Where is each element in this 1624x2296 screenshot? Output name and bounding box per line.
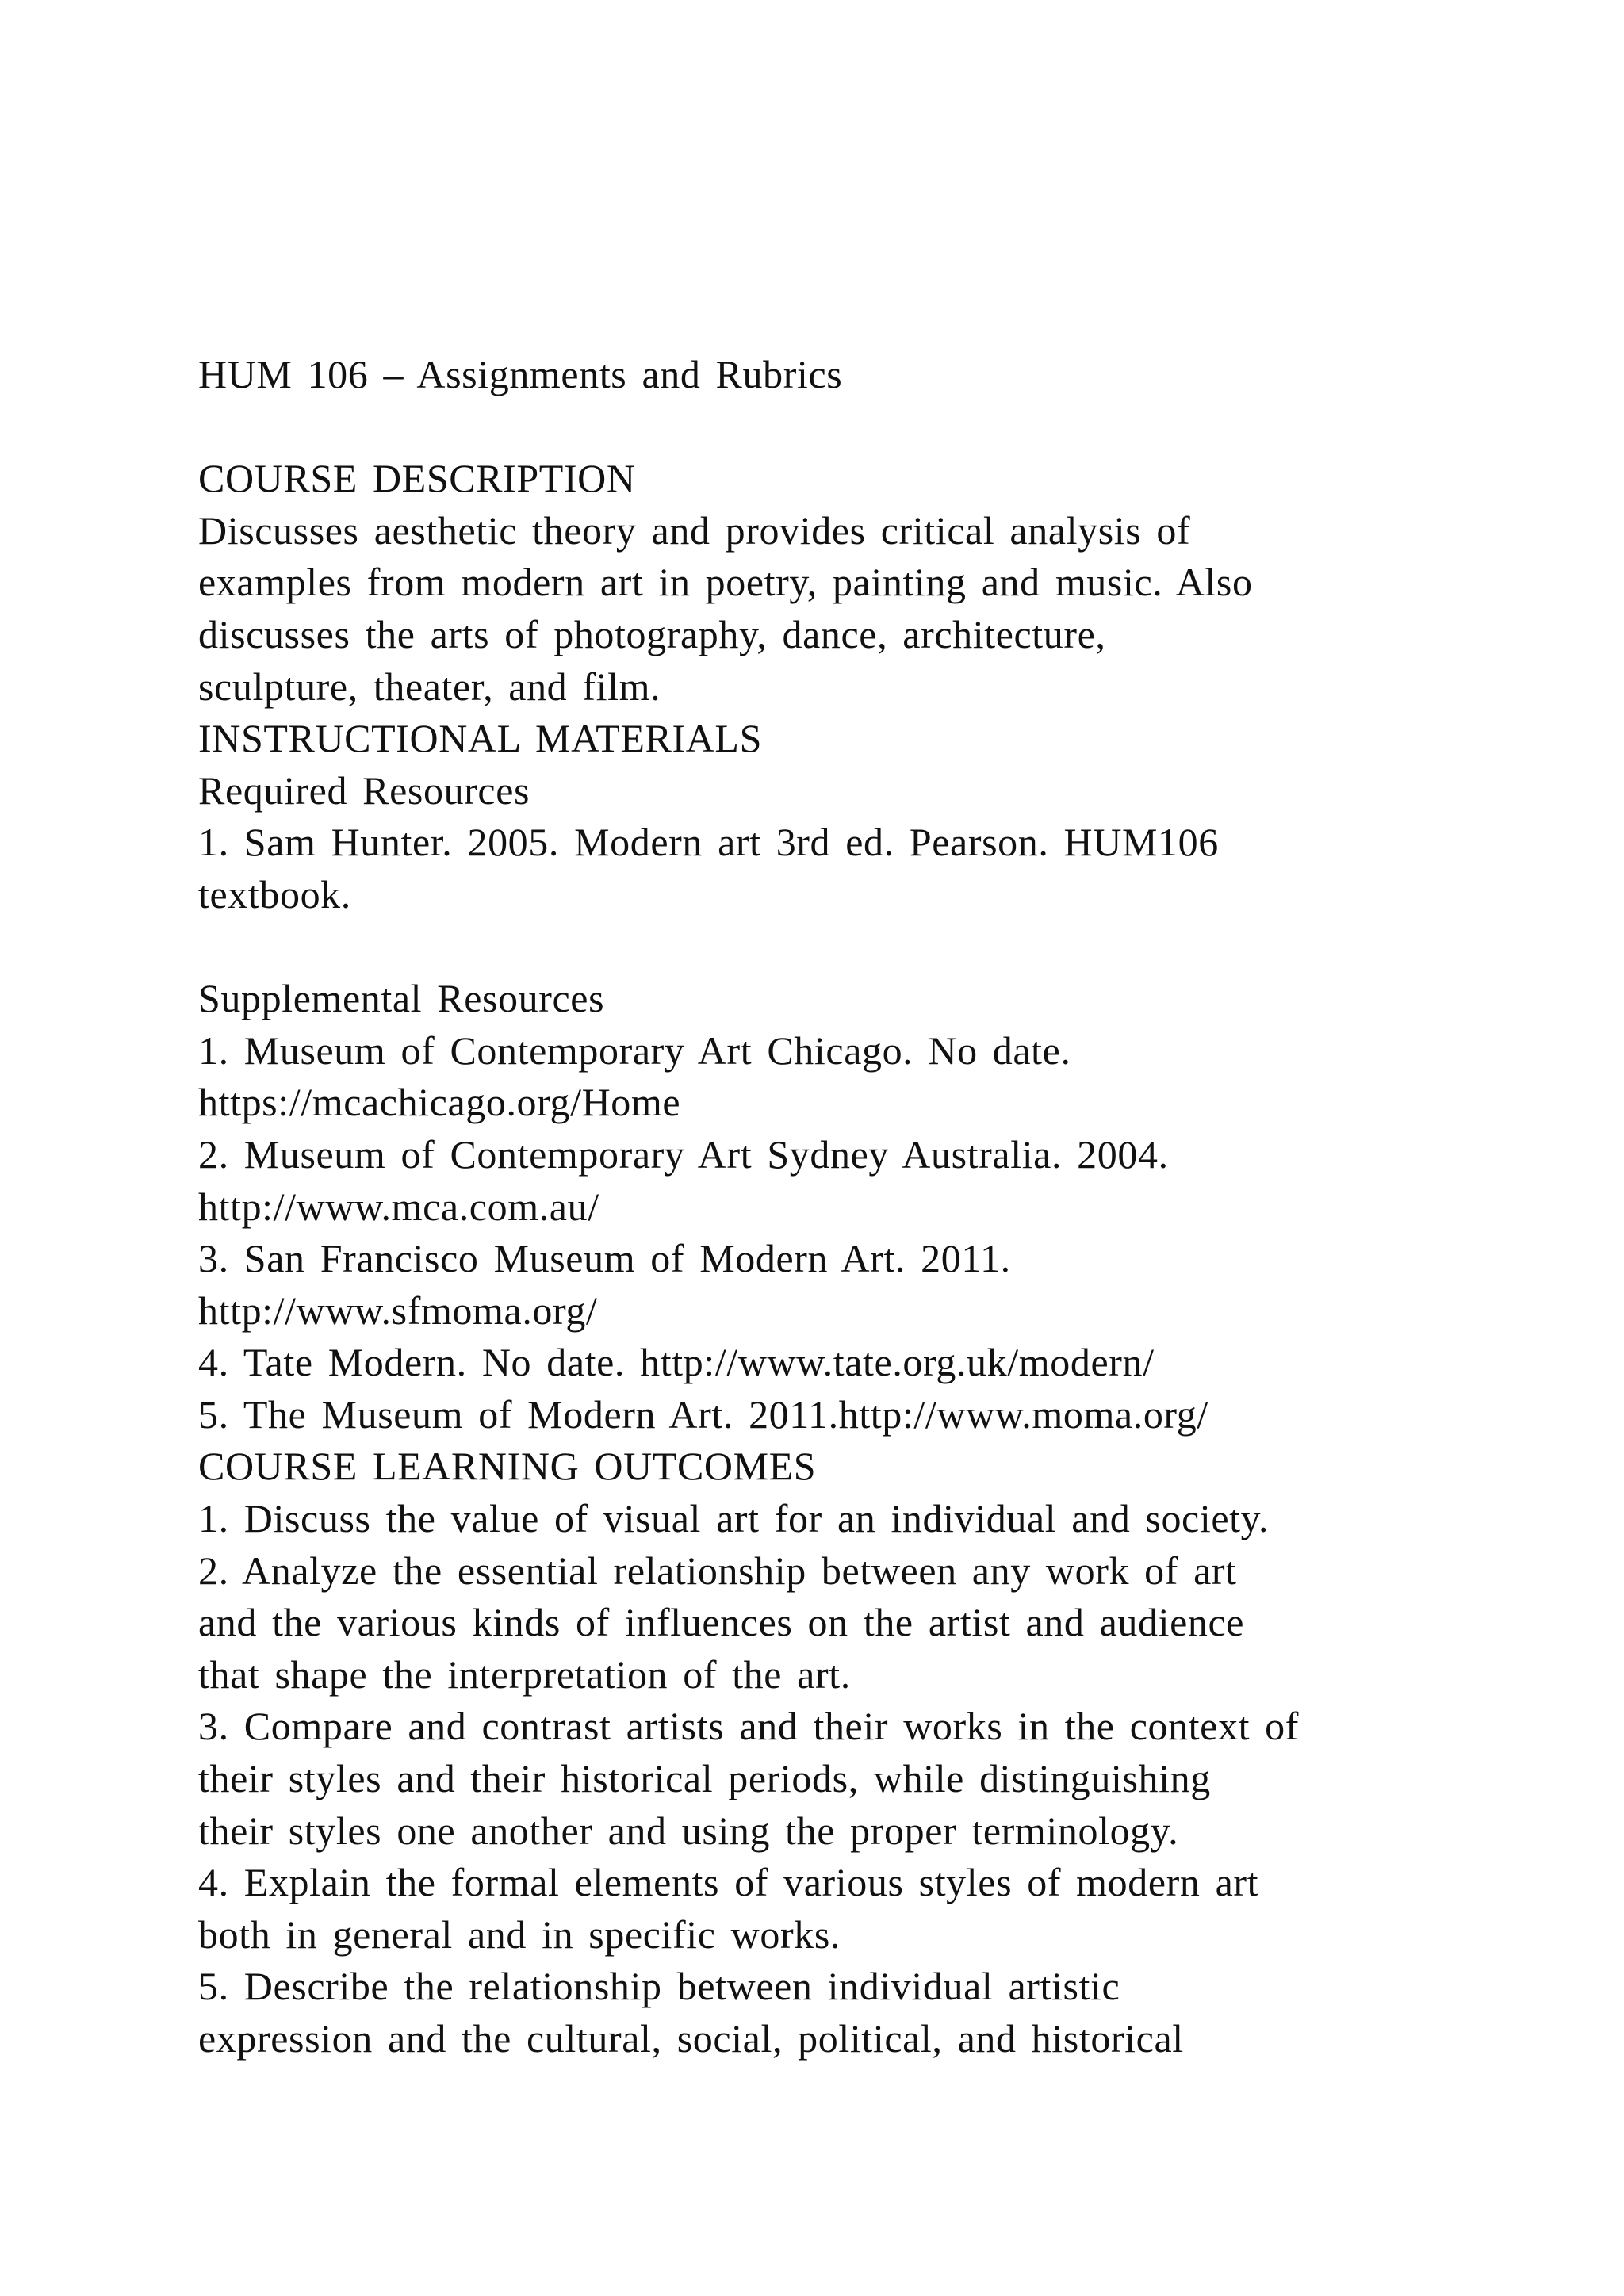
course-description-line: discusses the arts of photography, dance, architecture, xyxy=(198,611,1106,656)
learning-outcome-line: expression and the cultural, social, political, and historical xyxy=(198,2016,1184,2061)
supplemental-resources-heading: Supplemental Resources xyxy=(198,976,605,1021)
learning-outcome-line: that shape the interpretation of the art. xyxy=(198,1651,851,1697)
blank-line xyxy=(198,401,1546,453)
supplemental-resource-line: 2. Museum of Contemporary Art Sydney Australia. 2004. xyxy=(198,1131,1169,1177)
supplemental-resource-line: http://www.sfmoma.org/ xyxy=(198,1288,598,1333)
course-description-line: Discusses aesthetic theory and provides critical analysis of xyxy=(198,507,1191,553)
supplemental-resource-line: 5. The Museum of Modern Art. 2011.http://www.moma.org/ xyxy=(198,1391,1208,1437)
instructional-materials-heading: INSTRUCTIONAL MATERIALS xyxy=(198,716,762,761)
supplemental-resource-line: 1. Museum of Contemporary Art Chicago. No date. xyxy=(198,1027,1071,1073)
required-resources-heading: Required Resources xyxy=(198,767,530,813)
learning-outcome-line: 3. Compare and contrast artists and their works in the context of xyxy=(198,1704,1300,1749)
course-description-line: examples from modern art in poetry, painting and music. Also xyxy=(198,560,1253,605)
learning-outcome-line: 5. Describe the relationship between individual artistic xyxy=(198,1964,1120,2009)
document-body xyxy=(198,349,1546,2065)
learning-outcome-line: their styles and their historical periods, while distinguishing xyxy=(198,1756,1211,1801)
supplemental-resource-line: 4. Tate Modern. No date. http://www.tate.org.uk/modern/ xyxy=(198,1340,1155,1385)
blank-line xyxy=(198,921,1546,974)
course-description-heading: COURSE DESCRIPTION xyxy=(198,456,636,501)
supplemental-resource-line: https://mcachicago.org/Home xyxy=(198,1080,681,1125)
required-resource-line: 1. Sam Hunter. 2005. Modern art 3rd ed. Pearson. HUM106 xyxy=(198,820,1219,865)
learning-outcome-line: 1. Discuss the value of visual art for an individual and society. xyxy=(198,1496,1270,1541)
document-title: HUM 106 – Assignments and Rubrics xyxy=(198,352,843,396)
learning-outcome-line: and the various kinds of influences on the artist and audience xyxy=(198,1600,1245,1645)
learning-outcome-line: both in general and in specific works. xyxy=(198,1911,841,1957)
supplemental-resource-line: 3. San Francisco Museum of Modern Art. 2011. xyxy=(198,1236,1011,1281)
course-description-line: sculpture, theater, and film. xyxy=(198,664,661,709)
learning-outcome-line: 2. Analyze the essential relationship between any work of art xyxy=(198,1548,1237,1593)
learning-outcome-line: 4. Explain the formal elements of various styles of modern art xyxy=(198,1860,1259,1905)
required-resource-line: textbook. xyxy=(198,871,351,916)
supplemental-resource-line: http://www.mca.com.au/ xyxy=(198,1184,599,1229)
learning-outcome-line: their styles one another and using the proper terminology. xyxy=(198,1808,1179,1853)
learning-outcomes-heading: COURSE LEARNING OUTCOMES xyxy=(198,1444,817,1489)
